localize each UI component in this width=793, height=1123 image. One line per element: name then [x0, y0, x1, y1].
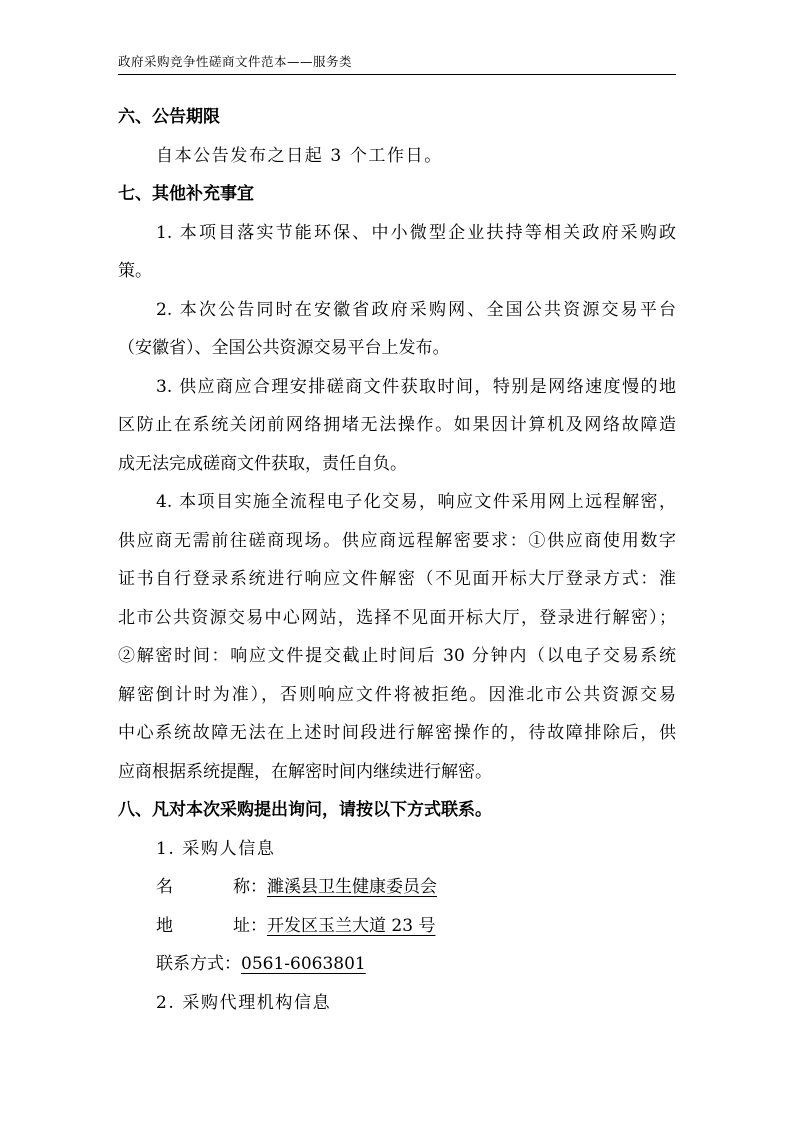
header-text: 政府采购竞争性磋商文件范本——服务类	[118, 54, 353, 69]
section-6-heading: 六、公告期限	[118, 107, 220, 127]
section-6-body: 自本公告发布之日起 3 个工作日。	[156, 145, 443, 166]
purchaser-name-row	[118, 868, 676, 907]
purchaser-contact-value: 0561-6063801	[241, 954, 366, 974]
addr-label-b: 址：	[233, 915, 267, 936]
item-4-line-5: ②解密时间：响应文件提交截止时间后 30 分钟内（以电子交易系统	[118, 646, 676, 666]
item-4-line-8: 应商根据系统提醒，在解密时间内继续进行解密。	[118, 761, 492, 782]
item-4-line-3: 证书自行登录系统进行响应文件解密（不见面开标大厅登录方式：淮	[118, 569, 676, 589]
purchaser-address-row	[118, 907, 676, 946]
section-8-heading: 八、凡对本次采购提出询问，请按以下方式联系。	[118, 800, 492, 820]
section-7-heading: 七、其他补充事宜	[118, 184, 254, 204]
contact-label: 联系方式：	[156, 954, 241, 974]
agency-title: 2. 采购代理机构信息	[156, 992, 332, 1013]
purchaser-title: 1. 采购人信息	[156, 838, 276, 859]
item-4-line-1: 4. 本项目实施全流程电子化交易，响应文件采用网上远程解密，	[156, 492, 676, 512]
page-header	[118, 50, 676, 75]
item-3-line-2: 区防止在系统关闭前网络拥堵无法操作。如果因计算机及网络故障造	[118, 415, 676, 435]
item-3-line-3: 成无法完成磋商文件获取，责任自负。	[118, 453, 407, 474]
name-label-b: 称：	[233, 877, 267, 897]
item-1-line-2: 策。	[118, 261, 152, 281]
item-2-line-2: （安徽省）、全国公共资源交易平台上发布。	[118, 338, 450, 358]
addr-label-a: 地	[156, 915, 173, 936]
item-1-line-1: 1. 本项目落实节能环保、中小微型企业扶持等相关政府采购政	[156, 222, 676, 243]
item-2-line-1: 2. 本次公告同时在安徽省政府采购网、全国公共资源交易平台	[156, 299, 676, 320]
item-4-line-6: 解密倒计时为准），否则响应文件将被拒绝。因淮北市公共资源交易	[118, 684, 676, 705]
item-4-line-4: 北市公共资源交易中心网站，选择不见面开标大厅，登录进行解密）；	[118, 607, 676, 628]
purchaser-address-value: 开发区玉兰大道 23 号	[267, 915, 436, 936]
item-3-line-1: 3. 供应商应合理安排磋商文件获取时间，特别是网络速度慢的地	[156, 376, 676, 397]
purchaser-name-value: 濉溪县卫生健康委员会	[267, 877, 437, 897]
purchaser-contact-row	[118, 945, 676, 984]
item-4-line-7: 中心系统故障无法在上述时间段进行解密操作的，待故障排除后，供	[118, 723, 676, 743]
item-4-line-2: 供应商无需前往磋商现场。供应商远程解密要求：①供应商使用数字	[118, 530, 676, 551]
name-label-a: 名	[156, 877, 173, 897]
document-body	[118, 98, 676, 1022]
